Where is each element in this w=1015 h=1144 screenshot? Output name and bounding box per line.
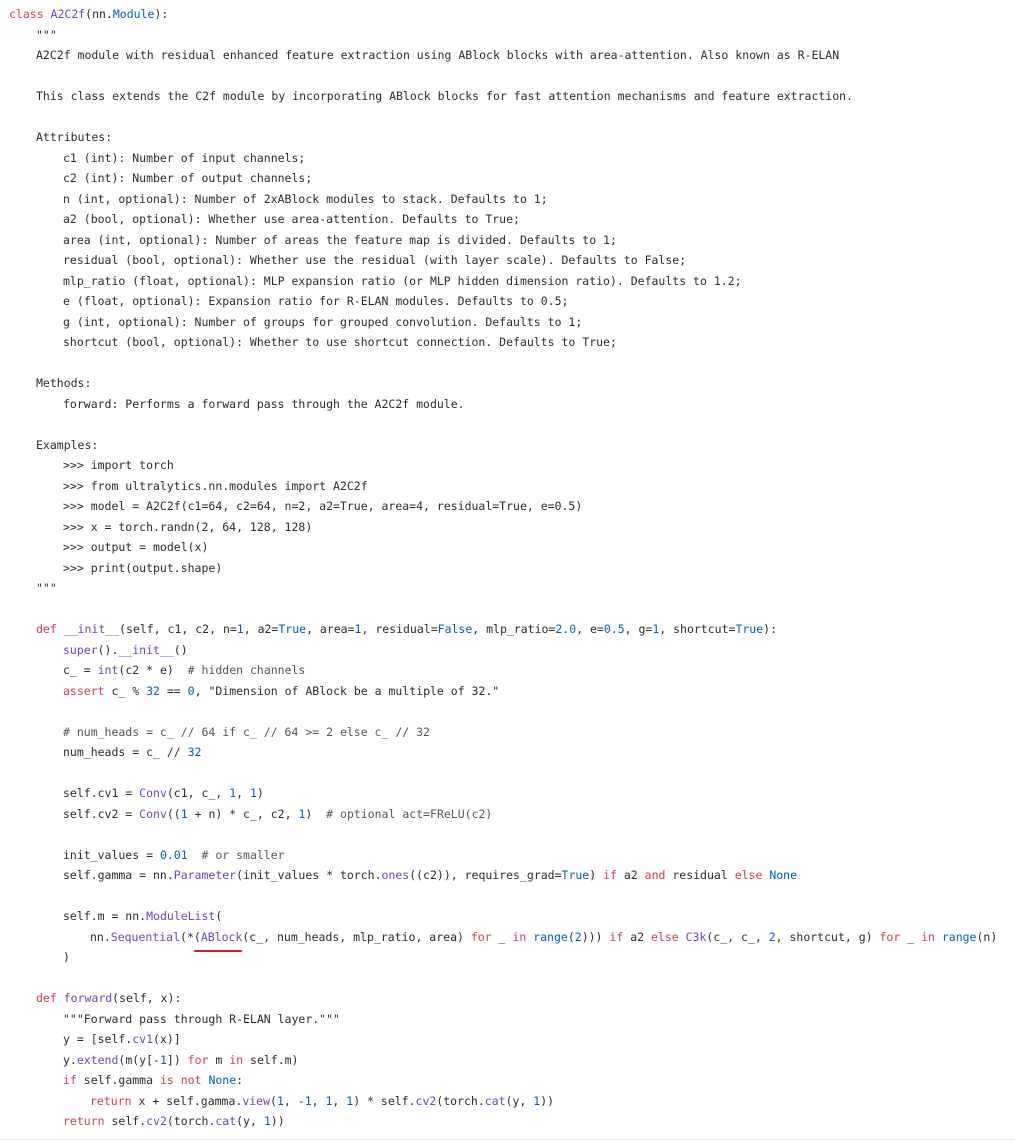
code-token: ,: [311, 1093, 326, 1108]
code-token: in: [229, 1052, 244, 1067]
code-token: 1: [346, 1093, 354, 1108]
code-token: 1: [304, 1093, 312, 1108]
code-token: mlp_ratio (float, optional): MLP expansion ratio (or MLP hidden dimension ratio). Defaults to 1.2;: [63, 273, 742, 288]
code-token: self.gamma = nn.: [63, 868, 174, 882]
code-line: [0, 230, 1015, 251]
code-token: ,: [332, 1093, 347, 1108]
code-token: (: [270, 1093, 277, 1108]
code-token: 1: [229, 786, 237, 800]
code-line: [0, 660, 1015, 681]
code-token: cat: [215, 1114, 237, 1128]
code-line: [0, 947, 1015, 968]
code-token: ((c2)), requires_grad=: [409, 868, 562, 882]
code-line: [0, 4, 1015, 25]
code-token: 1: [354, 622, 362, 636]
code-token: range: [941, 929, 977, 944]
code-token: True: [561, 868, 590, 882]
code-token: (nn.: [85, 7, 113, 21]
code-token: True: [735, 622, 764, 636]
code-token: ((: [166, 806, 181, 821]
code-token: Parameter: [173, 868, 237, 882]
code-token: (init_values * torch.: [236, 868, 382, 882]
code-token: cat: [484, 1093, 506, 1108]
code-token: residual (bool, optional): Whether use the residual (with layer scale). Defaults to False;: [63, 253, 687, 267]
code-line: [0, 701, 1015, 722]
code-token: area (int, optional): Number of areas the feature map is divided. Defaults to 1;: [63, 232, 617, 247]
code-line: [0, 107, 1015, 128]
code-token: for: [879, 929, 901, 944]
code-token: C3k: [685, 929, 707, 944]
bottom-divider: [0, 1139, 1015, 1140]
code-token: init_values =: [63, 847, 160, 862]
code-token: + n) * c_, c2,: [187, 806, 299, 821]
code-token: cv2: [415, 1093, 437, 1108]
code-line: [0, 250, 1015, 271]
code-token: ): [63, 950, 70, 964]
code-token: nn.: [90, 929, 111, 944]
code-token: >>> output = model(x): [63, 540, 209, 554]
code-line: [0, 824, 1015, 845]
code-token: """Forward pass through R-ELAN layer.""": [63, 1011, 340, 1026]
code-line: [0, 1009, 1015, 1030]
code-line: [0, 312, 1015, 333]
code-token: >>> x = torch.randn(2, 64, 128, 128): [63, 519, 313, 534]
code-token: __init__: [63, 622, 120, 636]
code-line: [0, 373, 1015, 394]
code-line: [0, 681, 1015, 702]
code-line: [0, 1050, 1015, 1071]
code-token: ): [305, 806, 327, 821]
code-token: _: [900, 929, 922, 944]
code-token: Conv: [139, 806, 167, 821]
code-token: (: [567, 929, 575, 944]
code-token: for: [187, 1052, 209, 1067]
code-token: self.m): [243, 1052, 299, 1067]
code-token: [679, 930, 686, 944]
code-line: [0, 496, 1015, 517]
code-token: n (int, optional): Number of 2xABlock modules to stack. Defaults to 1;: [63, 191, 548, 206]
code-token: c2 (int): Number of output channels;: [63, 171, 313, 185]
code-line: [0, 86, 1015, 107]
code-token: None: [208, 1073, 237, 1087]
code-token: return: [63, 1114, 105, 1128]
code-token: self.gamma: [76, 1073, 160, 1087]
code-token: if: [63, 1073, 77, 1087]
code-token: view: [242, 1093, 271, 1108]
code-line: [0, 209, 1015, 230]
code-token: else: [734, 868, 763, 882]
code-line: [0, 168, 1015, 189]
code-token: , a2=: [243, 622, 279, 636]
code-token: ==: [159, 683, 188, 698]
code-token: >>> print(output.shape): [63, 560, 223, 575]
code-token: 1: [276, 1093, 284, 1108]
code-token: ):: [154, 7, 169, 21]
code-line: [0, 599, 1015, 620]
code-token: 2.0: [555, 622, 577, 636]
code-token: ): [589, 868, 604, 882]
code-token: a2: [623, 929, 651, 944]
code-token: if: [603, 868, 617, 882]
code-line: [0, 1070, 1015, 1091]
code-token: and: [644, 868, 666, 882]
code-token: for: [470, 929, 492, 944]
code-token: A2C2f: [50, 7, 86, 21]
code-token: _: [491, 929, 513, 944]
code-line: [0, 578, 1015, 599]
code-token: def: [36, 622, 64, 636]
code-token: # or smaller: [201, 847, 285, 862]
code-token: Attributes:: [36, 130, 113, 144]
code-token: True: [278, 622, 307, 636]
code-token: (self, c1, c2, n=: [119, 622, 237, 636]
code-token: , shortcut, g): [775, 929, 880, 944]
code-token: c_ %: [111, 683, 147, 698]
code-line: [0, 722, 1015, 743]
code-line: [0, 927, 1015, 948]
code-token: >>> from ultralytics.nn.modules import A2C2f: [63, 478, 368, 493]
code-token: 1: [236, 622, 244, 636]
code-line: [0, 414, 1015, 435]
code-line: [0, 640, 1015, 661]
code-line: [0, 271, 1015, 292]
code-token: super: [63, 642, 98, 657]
code-line: [0, 742, 1015, 763]
code-token: (torch.: [436, 1093, 485, 1108]
code-token: return: [90, 1093, 132, 1108]
code-token: (c2 * e): [118, 663, 188, 677]
code-line: [0, 1091, 1015, 1112]
code-token: in: [512, 929, 527, 944]
code-token: else: [650, 929, 679, 944]
code-token: # hidden channels: [187, 663, 306, 677]
code-token: class: [9, 7, 51, 21]
code-token: 2: [768, 929, 776, 944]
code-line: [0, 435, 1015, 456]
code-token: This class extends the C2f module by incorporating ABlock blocks for fast attention mechanisms and feature extraction.: [36, 89, 853, 103]
code-token: forward: Performs a forward pass through the A2C2f module.: [63, 396, 465, 411]
code-line: [0, 66, 1015, 87]
code-token: c_ =: [63, 663, 98, 677]
code-token: y.: [63, 1052, 77, 1067]
code-token: # optional act=FReLU(c2): [326, 806, 493, 821]
code-line: [0, 517, 1015, 538]
code-line: [0, 865, 1015, 886]
code-token: 1: [180, 806, 188, 821]
code-line: [0, 558, 1015, 579]
code-line: [0, 45, 1015, 66]
code-token: 0.5: [603, 622, 625, 636]
code-token: ): [256, 786, 264, 800]
code-token: (c_, num_heads, mlp_ratio, area): [242, 929, 471, 944]
code-token: )): [540, 1093, 555, 1108]
code-token: (c1, c_,: [166, 786, 230, 800]
code-token: False: [437, 622, 473, 636]
code-token: )): [270, 1114, 285, 1128]
code-token: (*(: [180, 929, 201, 944]
code-token: 1: [533, 1093, 541, 1108]
code-token: ))): [581, 929, 610, 944]
code-token: ):: [763, 622, 777, 636]
code-token: , mlp_ratio=: [472, 622, 556, 636]
code-token: is not: [159, 1073, 202, 1087]
code-token: ]): [166, 1052, 188, 1067]
code-token: c1 (int): Number of input channels;: [63, 150, 306, 165]
code-token: forward: [63, 991, 113, 1005]
code-token: 2: [574, 929, 582, 944]
code-token: assert: [63, 683, 112, 698]
code-token: (y,: [236, 1114, 264, 1128]
code-token: residual: [665, 868, 735, 882]
code-line: [0, 537, 1015, 558]
code-line: [0, 189, 1015, 210]
code-token: """: [36, 581, 57, 595]
code-token: num_heads = c_ //: [63, 745, 188, 759]
code-token: (m(y[-: [118, 1052, 160, 1067]
code-token: 32: [187, 745, 202, 759]
code-token: Module: [112, 7, 155, 21]
code-token: extend: [76, 1052, 119, 1067]
code-token: """: [36, 27, 57, 42]
code-token: , area=: [306, 622, 355, 636]
code-token: [188, 848, 202, 862]
code-token: m: [208, 1052, 230, 1067]
code-token: (y,: [505, 1093, 534, 1108]
code-line: [0, 25, 1015, 46]
code-line: [0, 906, 1015, 927]
code-token: >>> import torch: [63, 458, 174, 472]
code-token: None: [769, 868, 798, 882]
code-token: , shortcut=: [659, 622, 736, 636]
code-token: 1: [325, 1093, 333, 1108]
code-token: e (float, optional): Expansion ratio for R-ELAN modules. Defaults to 0.5;: [63, 294, 569, 308]
code-token: # num_heads = c_ // 64 if c_ // 64 >= 2 else c_ // 32: [63, 724, 430, 739]
code-token: self.cv2 =: [63, 806, 140, 821]
code-token: :: [236, 1073, 244, 1087]
code-token: int: [97, 663, 119, 677]
code-token: 1: [298, 806, 306, 821]
code-token: ,: [236, 786, 250, 800]
code-token: 0.01: [159, 847, 188, 862]
code-token: , e=: [576, 622, 604, 636]
code-token: (x)]: [153, 1032, 181, 1046]
code-token: 1: [159, 1052, 167, 1067]
code-line: [0, 783, 1015, 804]
code-token: shortcut (bool, optional): Whether to use shortcut connection. Defaults to True;: [63, 335, 617, 349]
code-token: def: [36, 991, 64, 1005]
code-token: a2 (bool, optional): Whether use area-attention. Defaults to True;: [63, 212, 520, 226]
code-token: cv2: [146, 1114, 167, 1128]
code-token: (: [215, 909, 223, 923]
code-line: [0, 988, 1015, 1009]
code-token: 1: [263, 1114, 271, 1128]
code-token: (n): [976, 929, 998, 944]
code-token: ) * self.: [353, 1093, 416, 1108]
code-token: , residual=: [361, 622, 438, 636]
code-token: (torch.: [166, 1114, 216, 1128]
code-token: ().: [97, 642, 119, 657]
code-line: [0, 455, 1015, 476]
code-line: [0, 619, 1015, 640]
code-line: [0, 291, 1015, 312]
code-line: [0, 968, 1015, 989]
code-token: if: [609, 929, 624, 944]
code-token: range: [533, 929, 568, 944]
code-token: 0: [187, 683, 195, 698]
code-token: g (int, optional): Number of groups for grouped convolution. Defaults to 1;: [63, 314, 583, 329]
red-annotation-underline: [194, 950, 242, 952]
code-line: [0, 394, 1015, 415]
code-token: 1: [652, 622, 660, 636]
code-token: x + self.gamma.: [131, 1093, 243, 1108]
code-token: self.cv1 =: [63, 786, 140, 800]
code-token: [935, 930, 942, 944]
code-token: 1: [249, 786, 257, 800]
code-token: ModuleList: [146, 909, 216, 923]
code-line: [0, 332, 1015, 353]
code-token: A2C2f module with residual enhanced feature extraction using ABlock blocks with area-attention. Also known as R-ELAN: [36, 48, 840, 62]
code-line: [0, 127, 1015, 148]
code-token: self.: [104, 1114, 147, 1128]
code-token: (): [173, 642, 188, 657]
code-line: [0, 353, 1015, 374]
code-line: [0, 1111, 1015, 1132]
code-token: y = [self.: [63, 1032, 133, 1046]
code-token: Examples:: [36, 437, 99, 452]
code-token: Conv: [139, 786, 167, 800]
code-line: [0, 845, 1015, 866]
code-line: [0, 1029, 1015, 1050]
code-token: a2: [616, 868, 645, 882]
code-token: Methods:: [36, 376, 92, 390]
code-token: in: [921, 929, 935, 944]
code-token: ABlock: [200, 929, 243, 944]
code-token: 32: [146, 683, 160, 698]
code-token: self.m = nn.: [63, 909, 147, 923]
code-line: [0, 763, 1015, 784]
code-line: [0, 804, 1015, 825]
code-line: [0, 886, 1015, 907]
code-token: , "Dimension of ABlock be a multiple of 32.": [194, 683, 500, 698]
code-token: cv1: [132, 1032, 154, 1046]
code-line: [0, 148, 1015, 169]
code-token: __init__: [118, 642, 174, 657]
code-token: (c_, c_,: [706, 929, 769, 944]
code-token: , g=: [624, 622, 653, 636]
code-token: >>> model = A2C2f(c1=64, c2=64, n=2, a2=True, area=4, residual=True, e=0.5): [63, 499, 583, 513]
code-token: (self, x):: [112, 991, 182, 1005]
code-token: Sequential: [110, 929, 181, 944]
code-line: [0, 476, 1015, 497]
code-token: ones: [381, 868, 410, 882]
code-token: , -: [283, 1093, 305, 1108]
